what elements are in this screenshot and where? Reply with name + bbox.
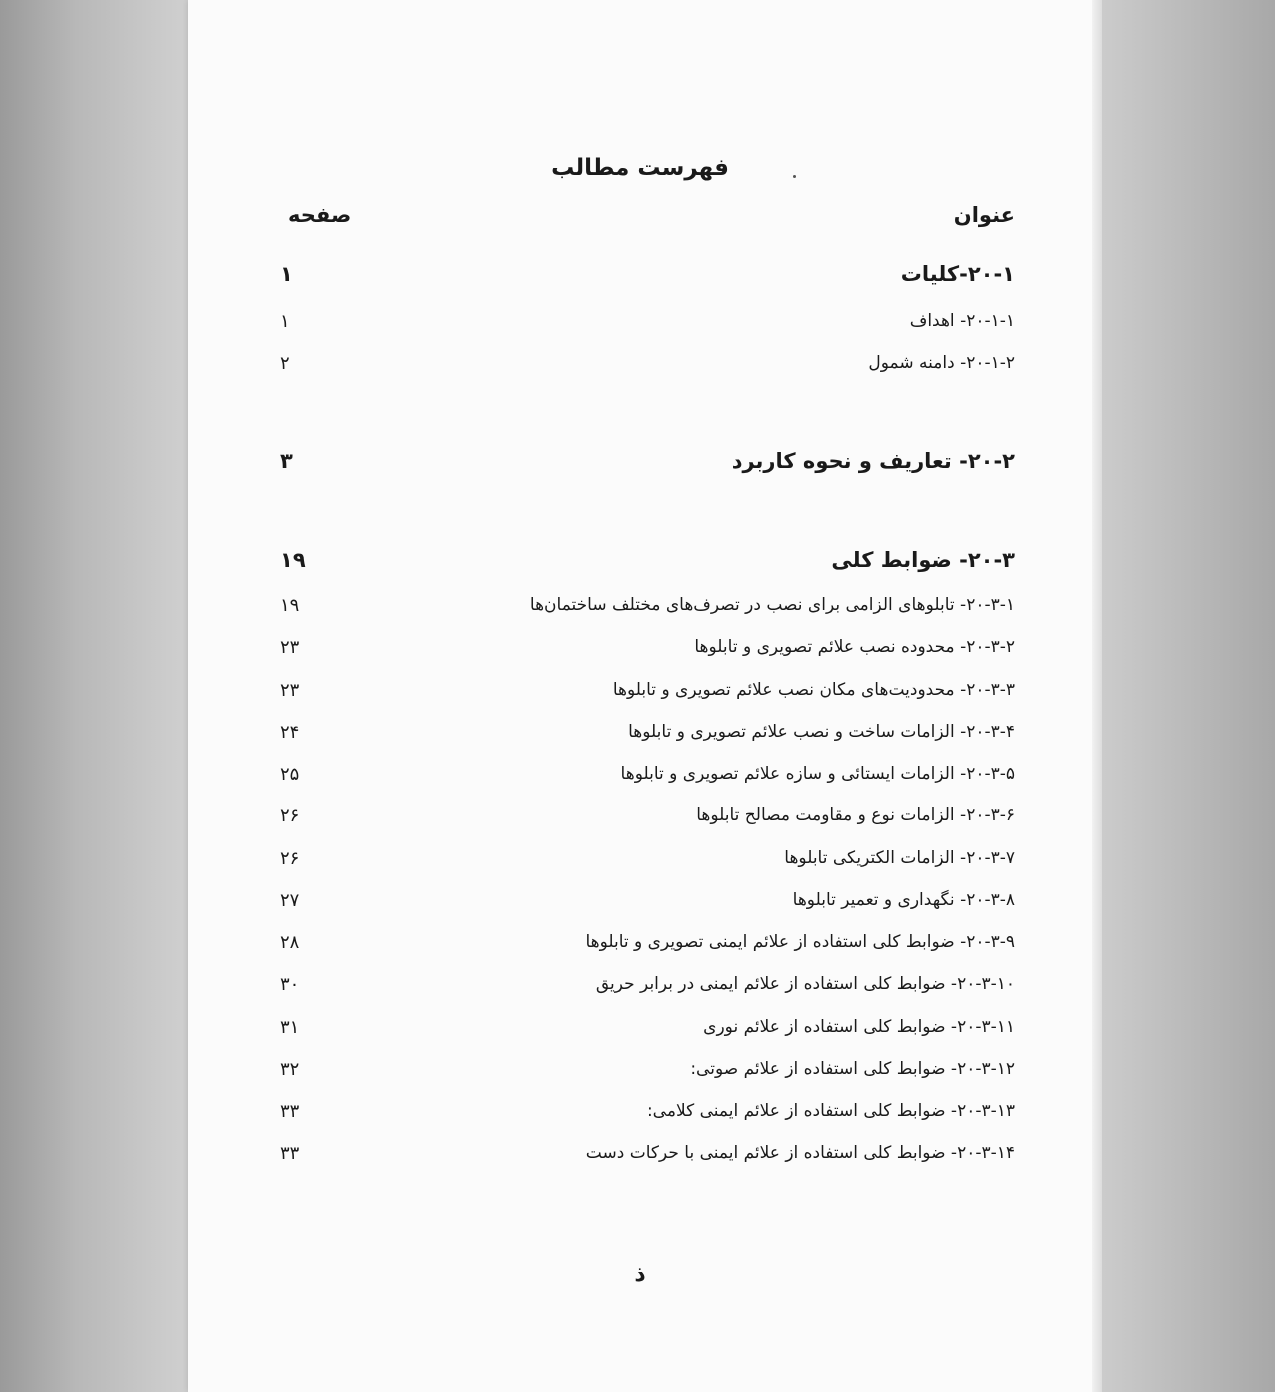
toc-entry [280, 969, 1015, 999]
toc-entry-page: ۲۶ [280, 804, 300, 826]
toc-entry [280, 1054, 1015, 1084]
toc-entry-page: ۱۹ [280, 594, 300, 616]
toc-entry [280, 885, 1015, 915]
toc-entry-title: ۲۰-۱-کلیات [900, 262, 1015, 286]
toc-entry-title: ۲۰-۳-۳- محدودیت‌های مکان نصب علائم تصویری و تابلوها [612, 680, 1015, 700]
toc-entry-page: ۲۳ [280, 636, 300, 658]
toc-entry-chapter [280, 545, 1015, 575]
toc-entry-title: ۲۰-۳-۸- نگهداری و تعمیر تابلوها [792, 890, 1015, 910]
toc-entry-page: ۳۳ [280, 1142, 300, 1164]
document-page [188, 0, 1092, 1392]
toc-entry [280, 590, 1015, 620]
toc-entry-title: ۲۰-۳-۲- محدوده نصب علائم تصویری و تابلوها [694, 637, 1015, 657]
toc-entry-page: ۲۷ [280, 889, 300, 911]
page-number-footer: ذ [634, 1262, 646, 1287]
toc-entry-title: ۲۰-۳-۱۴- ضوابط کلی استفاده از علائم ایمنی با حرکات دست [585, 1143, 1015, 1163]
toc-entry-title: ۲۰-۲- تعاریف و نحوه کاربرد [731, 449, 1015, 473]
toc-entry-chapter [280, 259, 1015, 289]
toc-entry-title: ۲۰-۳-۷- الزامات الکتریکی تابلوها [784, 848, 1015, 868]
toc-title: فهرست مطالب [551, 155, 729, 181]
toc-entry [280, 675, 1015, 705]
toc-entry-title: ۲۰-۳-۵- الزامات ایستائی و سازه علائم تصویری و تابلوها [620, 764, 1015, 784]
toc-entry-page: ۳۰ [280, 973, 300, 995]
toc-entry-page: ۳۱ [280, 1016, 300, 1038]
toc-entry-title: ۲۰-۱-۲- دامنه شمول [868, 353, 1015, 373]
toc-entry-page: ۲ [280, 352, 290, 374]
toc-entry-title: ۲۰-۳- ضوابط کلی [831, 548, 1015, 572]
toc-entry-chapter [280, 446, 1015, 476]
toc-entry-page: ۲۸ [280, 931, 300, 953]
toc-entry-page: ۲۴ [280, 721, 300, 743]
toc-entry-page: ۱ [280, 262, 293, 286]
toc-entry [280, 759, 1015, 789]
toc-entry-page: ۲۵ [280, 763, 300, 785]
toc-entry-title: ۲۰-۳-۶- الزامات نوع و مقاومت مصالح تابلوها [696, 805, 1015, 825]
toc-entry-page: ۱۹ [280, 548, 306, 572]
toc-entry-page: ۳۳ [280, 1100, 300, 1122]
toc-entry [280, 632, 1015, 662]
toc-entry-page: ۳۲ [280, 1058, 300, 1080]
toc-entry [280, 1138, 1015, 1168]
toc-entry-title: ۲۰-۳-۱۲- ضوابط کلی استفاده از علائم صوتی: [690, 1059, 1015, 1079]
toc-entry [280, 717, 1015, 747]
toc-entry [280, 800, 1015, 830]
toc-entry [280, 927, 1015, 957]
toc-entry [280, 348, 1015, 378]
toc-entry-title: ۲۰-۳-۱۰- ضوابط کلی استفاده از علائم ایمنی در برابر حریق [595, 974, 1015, 994]
toc-entry-page: ۲۶ [280, 847, 300, 869]
toc-entry-title: ۲۰-۳-۹- ضوابط کلی استفاده از علائم ایمنی تصویری و تابلوها [585, 932, 1015, 952]
toc-entry [280, 1096, 1015, 1126]
toc-entry-page: ۱ [280, 310, 290, 332]
toc-entry [280, 1012, 1015, 1042]
column-header-page: صفحه [288, 203, 352, 227]
toc-entry-title: ۲۰-۳-۱۱- ضوابط کلی استفاده از علائم نوری [703, 1017, 1015, 1037]
toc-entry-title: ۲۰-۳-۱- تابلوهای الزامی برای نصب در تصرف‌های مختلف ساختمان‌ها [529, 595, 1015, 615]
toc-entry-title: ۲۰-۱-۱- اهداف [909, 311, 1015, 331]
column-header-title: عنوان [953, 203, 1015, 227]
toc-entry-title: ۲۰-۳-۱۳- ضوابط کلی استفاده از علائم ایمنی کلامی: [646, 1101, 1015, 1121]
toc-entry [280, 843, 1015, 873]
toc-entry-page: ۳ [280, 449, 293, 473]
toc-entry-title: ۲۰-۳-۴- الزامات ساخت و نصب علائم تصویری و تابلوها [628, 722, 1015, 742]
toc-entry-page: ۲۳ [280, 679, 300, 701]
toc-entry [280, 306, 1015, 336]
